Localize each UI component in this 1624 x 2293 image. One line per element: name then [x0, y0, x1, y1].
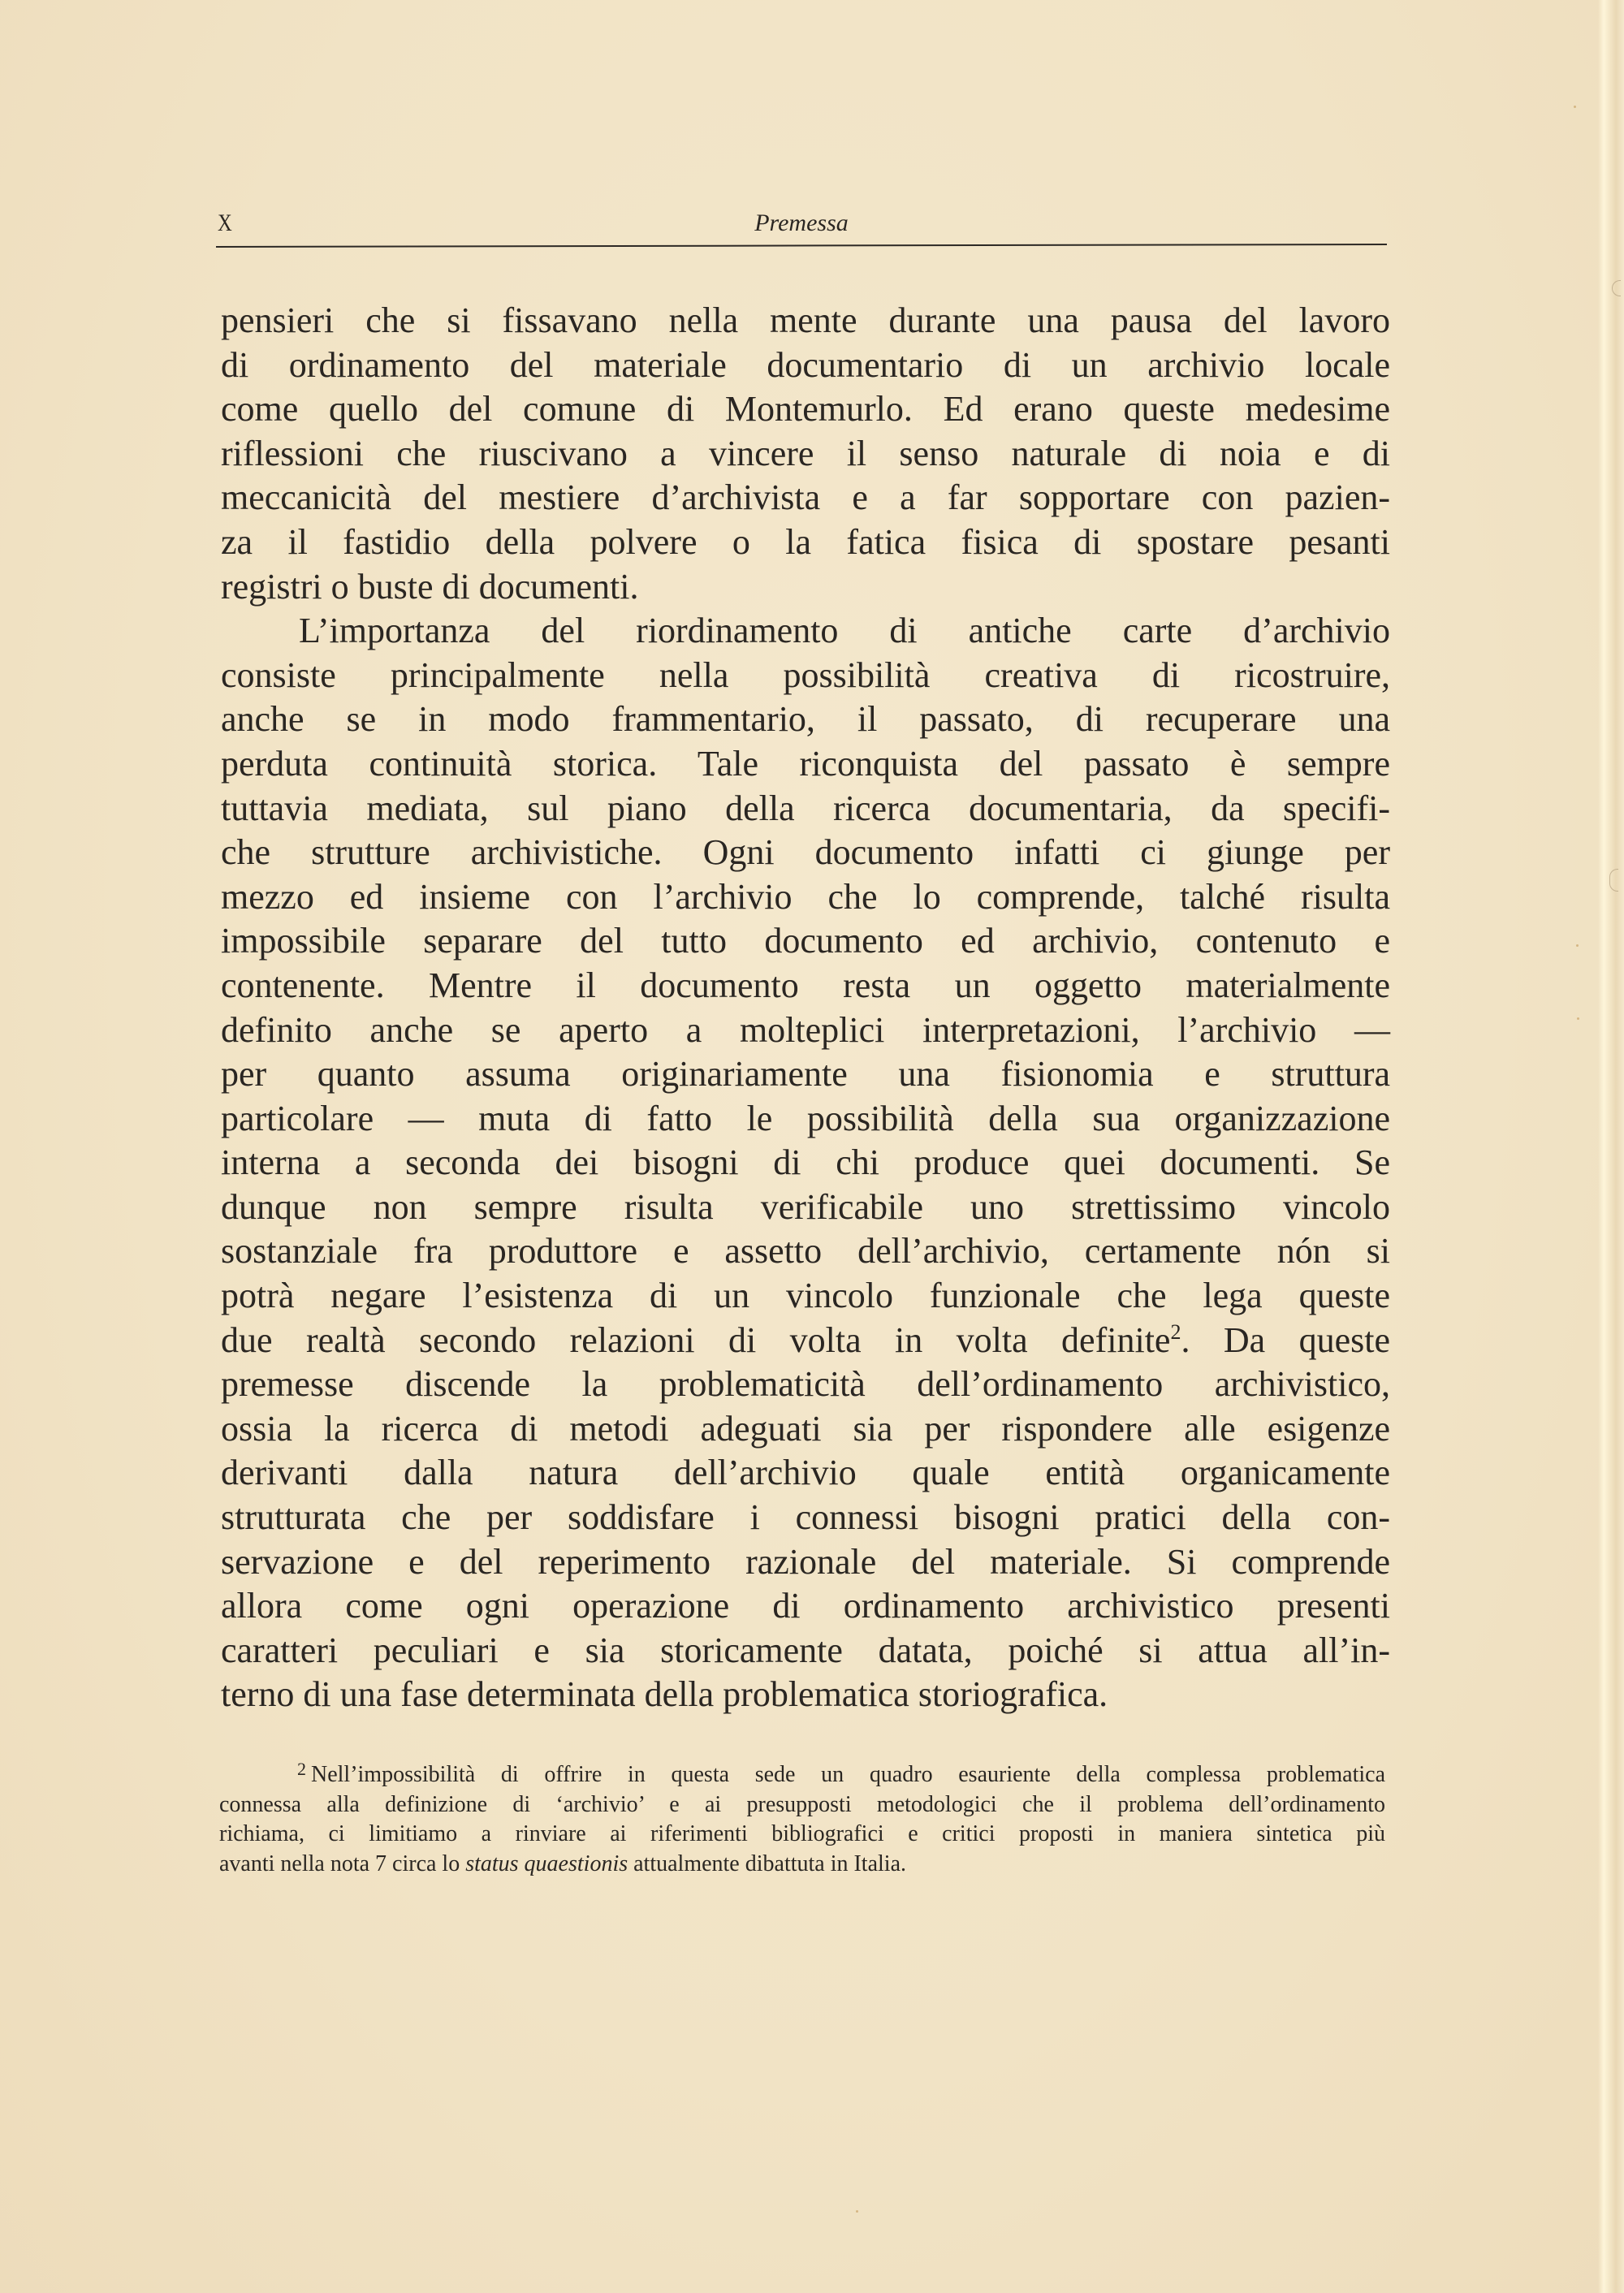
footnote-text: attualmente dibattuta in Italia. — [628, 1850, 907, 1876]
text-line: che strutture archivistiche. Ogni documento infatti ci giunge per — [221, 832, 1390, 873]
text-line: anche se in modo frammentario, il passato, di recuperare una — [221, 699, 1390, 740]
text-line: strutturata che per soddisfare i connessi bisogni pratici della con- — [221, 1497, 1390, 1538]
text-line: consiste principalmente nella possibilità creativa di ricostruire, — [221, 654, 1390, 695]
text-line: sostanziale fra produttore e assetto dell’archivio, certamente nón si — [221, 1231, 1390, 1272]
text-line: mezzo ed insieme con l’archivio che lo comprende, talché risulta — [221, 876, 1390, 917]
page-header — [216, 203, 1387, 248]
text-line: derivanti dalla natura dell’archivio quale entità organicamente — [221, 1453, 1390, 1493]
footnote-line: richiama, ci limitiamo a rinviare ai riferimenti bibliografici e critici proposti in maniera sintetica più — [219, 1821, 1385, 1846]
paper-edge-mark — [1609, 869, 1618, 892]
text-line: interna a seconda dei bisogni di chi produce quei documenti. Se — [221, 1142, 1390, 1183]
footnote-line — [219, 1850, 1385, 1880]
page-number: X — [218, 209, 233, 236]
text-segment: due realtà secondo relazioni di volta in volta definite — [221, 1319, 1171, 1360]
text-segment: . Da queste — [1181, 1319, 1390, 1360]
text-line: allora come ogni operazione di ordinamento archivistico presenti — [221, 1586, 1390, 1626]
paper-edge-mark — [1612, 280, 1621, 296]
body-text — [221, 299, 1390, 1717]
text-line: potrà negare l’esistenza di un vincolo funzionale che lega queste — [221, 1276, 1390, 1316]
text-line: definito anche se aperto a molteplici interpretazioni, l’archivio — — [221, 1009, 1390, 1050]
text-line: tuttavia mediata, sul piano della ricerca documentaria, da specifi- — [221, 788, 1390, 828]
footnote-reference[interactable]: 2 — [1170, 1319, 1181, 1344]
text-line: come quello del comune di Montemurlo. Ed erano queste medesime — [221, 389, 1390, 430]
paper-speck — [1577, 1017, 1579, 1020]
text-line: registri o buste di documenti. — [221, 566, 639, 607]
footnote-block — [219, 1760, 1385, 1879]
text-line: per quanto assuma originariamente una fisionomia e struttura — [221, 1054, 1390, 1095]
text-line: impossibile separare del tutto documento ed archivio, contenuto e — [221, 921, 1390, 961]
text-line: za il fastidio della polvere o la fatica fisica di spostare pesanti — [221, 521, 1390, 562]
text-line: servazione e del reperimento razionale del materiale. Si comprende — [221, 1541, 1390, 1582]
text-line: terno di una fase determinata della problematica storiografica. — [221, 1674, 1108, 1715]
footnote-line — [219, 1760, 1385, 1790]
text-line: ossia la ricerca di metodi adeguati sia per rispondere alle esigenze — [221, 1408, 1390, 1449]
text-line: di ordinamento del materiale documentario di un archivio locale — [221, 344, 1390, 385]
text-line: particolare — muta di fatto le possibilità della sua organizzazione — [221, 1098, 1390, 1138]
footnote-text: Nell’impossibilità di offrire in questa sede un quadro esauriente della complessa problematica — [311, 1762, 1385, 1787]
text-line: premesse discende la problematicità dell’ordinamento archivistico, — [221, 1364, 1390, 1405]
text-line: riflessioni che riuscivano a vincere il senso naturale di noia e di — [221, 433, 1390, 473]
text-line: contenente. Mentre il documento resta un oggetto materialmente — [221, 965, 1390, 1005]
footnote-line: connessa alla definizione di ‘archivio’ e ai presupposti metodologici che il problema dell’ordinamento — [219, 1791, 1385, 1817]
text-line: pensieri che si fissavano nella mente durante una pausa del lavoro — [221, 300, 1390, 340]
text-line: perduta continuità storica. Tale riconquista del passato è sempre — [221, 743, 1390, 784]
text-line: meccanicità del mestiere d’archivista e a far sopportare con pazien- — [221, 477, 1390, 518]
text-line: caratteri peculiari e sia storicamente datata, poiché si attua all’in- — [221, 1630, 1390, 1670]
text-line-with-footnote-ref — [221, 1319, 1390, 1363]
footnote-number: 2 — [297, 1759, 306, 1779]
footnote-text: avanti nella nota 7 circa lo — [219, 1850, 466, 1876]
text-line: dunque non sempre risulta verificabile uno strettissimo vincolo — [221, 1186, 1390, 1227]
paper-speck — [1576, 944, 1579, 947]
paragraph-start-line: L’importanza del riordinamento di antiche carte d’archivio — [299, 611, 1390, 651]
running-title: Premessa — [754, 209, 849, 236]
paper-speck — [1574, 106, 1576, 108]
footnote-italic-term: status quaestionis — [465, 1850, 628, 1876]
paper-speck — [856, 2210, 858, 2213]
